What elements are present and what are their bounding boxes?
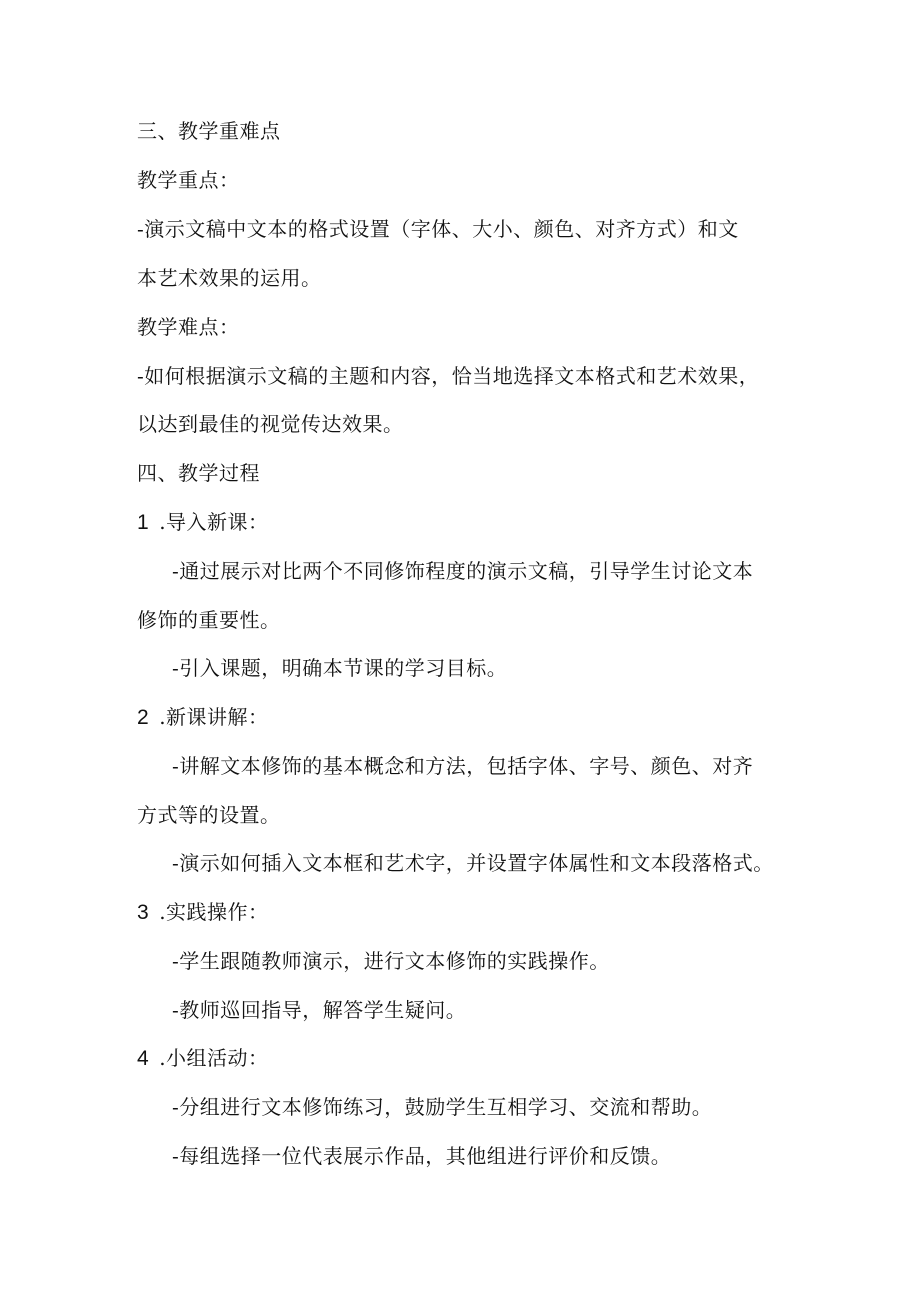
step-3-item-1: -学生跟随教师演示，进行文本修饰的实践操作。: [172, 949, 610, 973]
step-1-item-1-continued: 修饰的重要性。: [137, 608, 281, 632]
step-number: 1: [137, 511, 150, 534]
step-1-item-2: -引入课题，明确本节课的学习目标。: [172, 656, 508, 680]
step-3-title: [137, 898, 269, 927]
step-number: 3: [137, 901, 150, 924]
difficult-points-label: 教学难点：: [137, 315, 240, 339]
step-2-item-1: -讲解文本修饰的基本概念和方法，包括字体、字号、颜色、对齐: [172, 754, 754, 778]
step-title-text: .小组活动：: [159, 1046, 269, 1070]
step-2-title: [137, 703, 269, 732]
step-1-title: [137, 508, 269, 537]
step-number: 2: [137, 706, 150, 729]
key-points-line-2: 本艺术效果的运用。: [137, 266, 322, 290]
step-1-item-1: -通过展示对比两个不同修饰程度的演示文稿，引导学生讨论文本: [172, 559, 754, 583]
step-4-title: [137, 1044, 269, 1073]
step-title-text: .新课讲解：: [159, 705, 269, 729]
step-2-item-2: -演示如何插入文本框和艺术字，并设置字体属性和文本段落格式。: [172, 851, 774, 875]
difficult-points-line-2: 以达到最佳的视觉传达效果。: [137, 412, 404, 436]
step-title-text: .导入新课：: [159, 510, 269, 534]
step-4-item-2: -每组选择一位代表展示作品，其他组进行评价和反馈。: [172, 1144, 672, 1168]
section-3-heading: 三、教学重难点: [137, 119, 281, 143]
step-number: 4: [137, 1047, 150, 1070]
section-4-heading: 四、教学过程: [137, 461, 260, 485]
step-2-item-1-continued: 方式等的设置。: [137, 803, 281, 827]
key-points-label: 教学重点：: [137, 168, 240, 192]
step-3-item-2: -教师巡回指导，解答学生疑问。: [172, 998, 467, 1022]
difficult-points-line-1: -如何根据演示文稿的主题和内容，恰当地选择文本格式和艺术效果，: [137, 364, 760, 388]
step-4-item-1: -分组进行文本修饰练习，鼓励学生互相学习、交流和帮助。: [172, 1095, 713, 1119]
key-points-line-1: -演示文稿中文本的格式设置（字体、大小、颜色、对齐方式）和文: [137, 217, 739, 241]
step-title-text: .实践操作：: [159, 900, 269, 924]
